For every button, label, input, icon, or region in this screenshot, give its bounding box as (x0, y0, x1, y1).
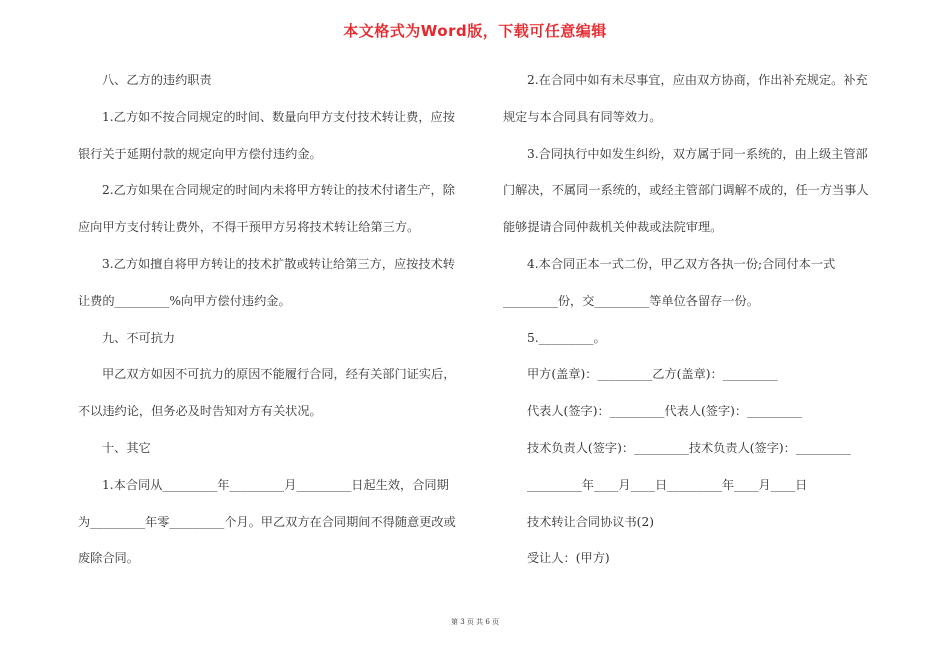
paragraph-line: 1.乙方如不按合同规定的时间、数量向甲方支付技术转让费，应按 (102, 109, 455, 124)
section-heading-force-majeure: 九、不可抗力 (102, 330, 176, 345)
paragraph-line: 为_________年零_________个月。甲乙双方在合同期间不得随意更改或 (78, 514, 456, 529)
paragraph-line: 1.本合同从_________年_________月_________日起生效，合同期 (102, 477, 449, 492)
paragraph-line: 应向甲方支付转让费外，不得干预甲方另将技术转让给第三方。 (78, 220, 420, 235)
paragraph-line: 废除合同。 (78, 551, 139, 566)
left-column (78, 62, 470, 577)
date-line: _________年____月____日_________年____月____日 (527, 477, 808, 492)
section-heading-breach: 八、乙方的违约职责 (102, 73, 212, 87)
signature-line: 技术负责人(签字)：_________技术负责人(签字)：_________ (527, 440, 851, 455)
paragraph-line: 3.合同执行中如发生纠纷，双方属于同一系统的，由上级主管部 (527, 146, 868, 161)
paragraph-line: 5._________。 (527, 330, 606, 345)
signature-line: 代表人(签字)：_________代表人(签字)：_________ (527, 404, 802, 419)
paragraph-line: 让费的_________%向甲方偿付违约金。 (78, 293, 291, 308)
paragraph-line: 规定与本合同具有同等效力。 (503, 109, 662, 124)
paragraph-line: 2.乙方如果在合同规定的时间内未将甲方转让的技术付诸生产，除 (102, 183, 455, 198)
paragraph-line: 2.在合同中如有未尽事宜，应由双方协商，作出补充规定。补充 (527, 73, 868, 87)
paragraph-line: 4.本合同正本一式二份，甲乙双方各执一份;合同付本一式 (527, 256, 836, 271)
signature-line: 甲方(盖章)：_________乙方(盖章)：_________ (527, 367, 778, 382)
download-banner: 本文格式为Word版，下载可任意编辑 (343, 22, 607, 40)
paragraph-line: 门解决，不属同一系统的，或经主管部门调解不成的，任一方当事人 (503, 183, 869, 198)
document-subtitle: 技术转让合同协议书(2) (527, 514, 654, 529)
paragraph-line: 银行关于延期付款的规定向甲方偿付违约金。 (78, 146, 322, 161)
paragraph-line: 3.乙方如擅自将甲方转让的技术扩散或转让给第三方，应按技术转 (102, 256, 455, 271)
right-column (503, 62, 893, 577)
paragraph-line: 不以违约论，但务必及时告知对方有关状况。 (78, 404, 322, 419)
paragraph-line: 甲乙双方如因不可抗力的原因不能履行合同，经有关部门证实后， (102, 367, 456, 382)
page-number: 第 3 页 共 6 页 (450, 618, 500, 626)
paragraph-line: _________份，交_________等单位各留存一份。 (503, 293, 759, 308)
paragraph-line: 受让人：(甲方) (527, 551, 610, 566)
paragraph-line: 能够提请合同仲裁机关仲裁或法院审理。 (503, 220, 723, 235)
section-heading-other: 十、其它 (102, 440, 151, 455)
